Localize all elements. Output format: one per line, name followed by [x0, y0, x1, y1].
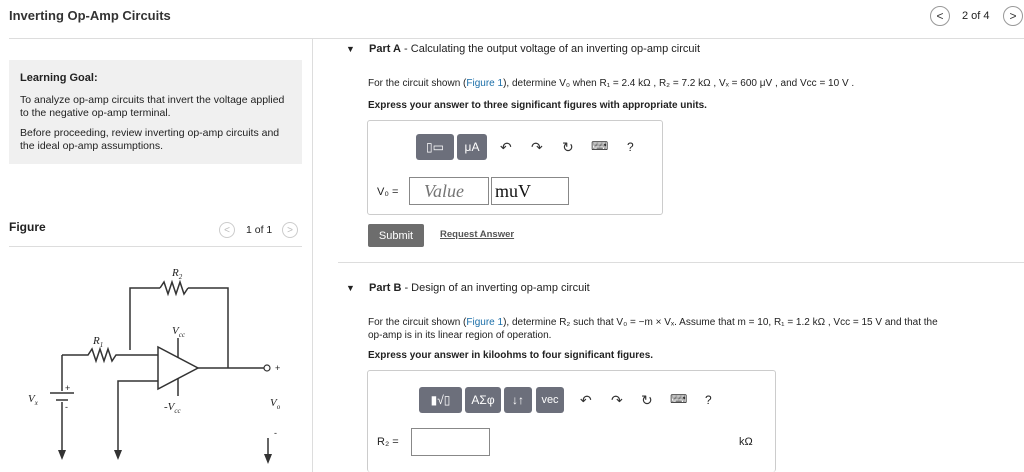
learning-goal-note: Before proceeding, review inverting op-amp circuits and the ideal op-amp assumptions. [20, 127, 280, 152]
label-vcc: $V_{cc}$ [172, 325, 185, 339]
keyboard-icon[interactable]: ⌨ [591, 139, 609, 153]
figure-link[interactable]: Figure 1 [466, 317, 504, 328]
units-button[interactable] [457, 134, 487, 160]
r2-unit: kΩ [739, 436, 753, 448]
help-icon[interactable]: ? [705, 393, 712, 407]
value-input[interactable] [409, 177, 489, 205]
figure-heading: Figure [9, 220, 46, 234]
part-a-question: For the circuit shown (Figure 1), determine V₀ when R₁ = 2.4 kΩ , R₂ = 7.2 kΩ , Vₓ = 600 μV , and Vᴄᴄ = 10 V . [368, 78, 855, 89]
part-b-question-cont: op-amp is in its linear region of operation. [368, 330, 552, 341]
learning-goal-box [9, 60, 302, 164]
next-page-button[interactable] [1003, 6, 1023, 26]
redo-icon[interactable]: ↷ [611, 392, 623, 408]
page-indicator: 2 of 4 [962, 10, 990, 22]
label-source-minus: - [65, 402, 68, 412]
part-b-question: For the circuit shown (Figure 1), determine R₂ such that V₀ = −m × Vₓ. Assume that m = 10, R₁ = 1.2 kΩ , Vᴄᴄ = 15 V and that the [368, 317, 938, 328]
request-answer-link[interactable]: Request Answer [440, 229, 515, 240]
circuit-wires [50, 282, 268, 456]
part-b-collapse-icon[interactable]: ▼ [346, 283, 355, 293]
templates-button[interactable] [416, 134, 454, 160]
symbols-label: AΣφ [471, 393, 495, 407]
part-b-heading[interactable]: Part B - Design of an inverting op-amp circuit [369, 282, 590, 294]
header-divider [9, 38, 1024, 39]
label-output-plus: + [275, 363, 281, 373]
undo-icon[interactable]: ↶ [500, 139, 512, 155]
subscript-button[interactable] [504, 387, 532, 413]
chevron-right-icon: > [287, 224, 293, 236]
part-b-instruction: Express your answer in kiloohms to four significant figures. [368, 350, 654, 361]
label-r2: $R_2$ [172, 267, 183, 281]
figure-divider [9, 246, 302, 247]
page-title: Inverting Op-Amp Circuits [9, 8, 171, 23]
keyboard-icon[interactable]: ⌨ [670, 392, 688, 406]
circuit-diagram [0, 250, 312, 472]
column-divider [312, 38, 313, 472]
template-icon: ▮√▯ [430, 393, 451, 407]
circuit-arrows [58, 450, 272, 464]
chevron-left-icon: < [936, 9, 944, 23]
reset-icon[interactable]: ↻ [562, 139, 574, 155]
figure-next-button[interactable] [282, 222, 298, 238]
vector-button[interactable] [536, 387, 564, 413]
chevron-right-icon: > [1009, 9, 1017, 23]
r2-label: R₂ = [377, 436, 399, 448]
r2-input[interactable] [411, 428, 490, 456]
help-icon[interactable]: ? [627, 140, 634, 154]
reset-icon[interactable]: ↻ [641, 392, 653, 408]
part-a-instruction: Express your answer to three significant figures with appropriate units. [368, 100, 707, 111]
label-r1: $R_1$ [93, 335, 104, 349]
figure-prev-button[interactable] [219, 222, 235, 238]
label-vo: $V_o$ [270, 397, 281, 411]
template-icon: ▯▭ [426, 140, 444, 154]
label-output-minus: - [274, 428, 277, 438]
redo-icon[interactable]: ↷ [531, 139, 543, 155]
prev-page-button[interactable] [930, 6, 950, 26]
undo-icon[interactable]: ↶ [580, 392, 592, 408]
learning-goal-text: To analyze op-amp circuits that invert the voltage applied to the negative op-amp terminal. [20, 94, 285, 119]
submit-button[interactable]: Submit [368, 224, 424, 247]
label-neg-vcc: $-V_{cc}$ [164, 401, 181, 415]
arrows-icon: ↓↑ [512, 393, 524, 407]
symbols-button[interactable] [465, 387, 501, 413]
label-source-plus: + [65, 383, 71, 393]
part-a-heading[interactable]: Part A - Calculating the output voltage of an inverting op-amp circuit [369, 43, 700, 55]
templates-button[interactable] [419, 387, 462, 413]
units-label: μA [464, 140, 480, 154]
part-b-answer-box [367, 370, 776, 472]
figure-page-indicator: 1 of 1 [246, 224, 273, 236]
units-input[interactable] [491, 177, 569, 205]
vec-label: vec [541, 394, 559, 406]
v0-label: V₀ = [377, 186, 399, 198]
label-vx: $V_x$ [28, 393, 38, 407]
part-a-collapse-icon[interactable]: ▼ [346, 44, 355, 54]
chevron-left-icon: < [224, 224, 230, 236]
figure-link[interactable]: Figure 1 [466, 78, 504, 89]
learning-goal-heading: Learning Goal: [20, 72, 98, 84]
output-terminal [264, 365, 270, 371]
part-divider [338, 262, 1024, 263]
